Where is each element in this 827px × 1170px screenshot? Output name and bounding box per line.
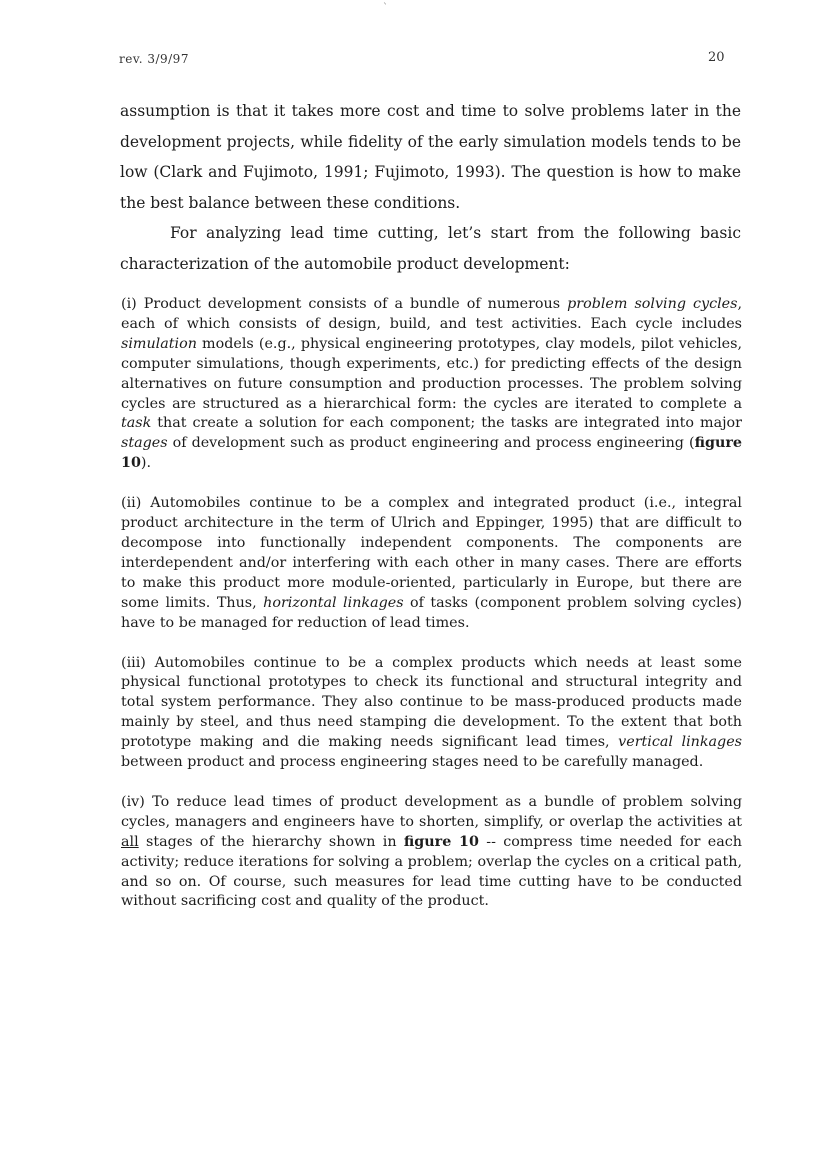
- intro-paragraph-2: For analyzing lead time cutting, let’s start from the following basic characterization of the automobile product development:: [120, 224, 741, 273]
- figure-reference: figure 10: [121, 435, 742, 472]
- intro-section: [120, 96, 741, 279]
- emphasis-all: all: [121, 833, 139, 850]
- emphasis-simulation: simulation: [121, 335, 197, 352]
- text-run: -- compress time needed for each activity; reduce iterations for solving a problem; overlap the cycles on a critical path, and so on. Of course, such measures for lead time cutting have to be conducted without sacrificing cost and quality of the product.: [121, 833, 742, 910]
- text-run: between product and process engineering stages need to be carefully managed.: [121, 754, 704, 771]
- figure-reference: figure 10: [403, 833, 479, 850]
- emphasis-problem-solving-cycles: problem solving cycles: [567, 296, 738, 312]
- emphasis-horizontal-linkages: horizontal linkages: [263, 594, 404, 611]
- text-run: (iv) To reduce lead times of product development as a bundle of problem solving cycles, managers and engineers have to shorten, simplify, or overlap the activities at: [121, 793, 742, 830]
- text-run: (iii) Automobiles continue to be a complex products which needs at least some physical functional prototypes to check its functional and structural integrity and total system performance. They also continue to be mass-produced products made mainly by steel, and thus need stamping die development. To the extent that both prototype making and die making needs significant lead times,: [121, 654, 742, 751]
- scan-speck: `: [383, 3, 388, 14]
- text-run: that create a solution for each component; the tasks are integrated into major: [151, 415, 742, 432]
- text-run: models (e.g., physical engineering prototypes, clay models, pilot vehicles, computer simulations, though experiments, etc.) for predicting effects of the design alternatives on future consumption and production processes. The problem solving cycles are structured as a hierarchical form: the cycles are iterated to complete a: [121, 335, 742, 412]
- text-run: , each of which consists of design, build, and test activities. Each cycle includes: [121, 296, 743, 332]
- page-number: 20: [708, 50, 725, 65]
- emphasis-vertical-linkages: vertical linkages: [618, 734, 742, 751]
- revision-date: rev. 3/9/97: [119, 52, 189, 66]
- text-run: ).: [140, 455, 152, 472]
- emphasis-stages: stages: [121, 435, 168, 452]
- text-run: (ii) Automobiles continue to be a complex and integrated product (i.e., integral product architecture in the term of Ulrich and Eppinger, 1995) that are difficult to decompose into functionally independent components. The components are interdependent and/or interfering with each other in many cases. There are efforts to make this product more module-oriented, particularly in Europe, but there are some limits. Thus,: [121, 495, 742, 611]
- emphasis-task: task: [121, 415, 152, 432]
- text-run: of development such as product engineering and process engineering (: [167, 435, 695, 452]
- list-item-i: [121, 295, 742, 474]
- list-item-ii: [121, 494, 742, 633]
- text-run: of tasks (component problem solving cycles) have to be managed for reduction of lead times.: [121, 594, 742, 631]
- list-item-iii: [121, 654, 742, 773]
- list-item-iv: [121, 793, 742, 912]
- text-run: (i) Product development consists of a bundle of numerous: [121, 296, 568, 312]
- intro-paragraph-1: assumption is that it takes more cost and time to solve problems later in the development projects, while fidelity of the early simulation models tends to be low (Clark and Fujimoto, 1991; Fujimoto, 1993). The question is how to make the best balance between these conditions.: [120, 102, 741, 212]
- text-run: stages of the hierarchy shown in: [138, 833, 404, 850]
- characterization-list: [121, 295, 742, 932]
